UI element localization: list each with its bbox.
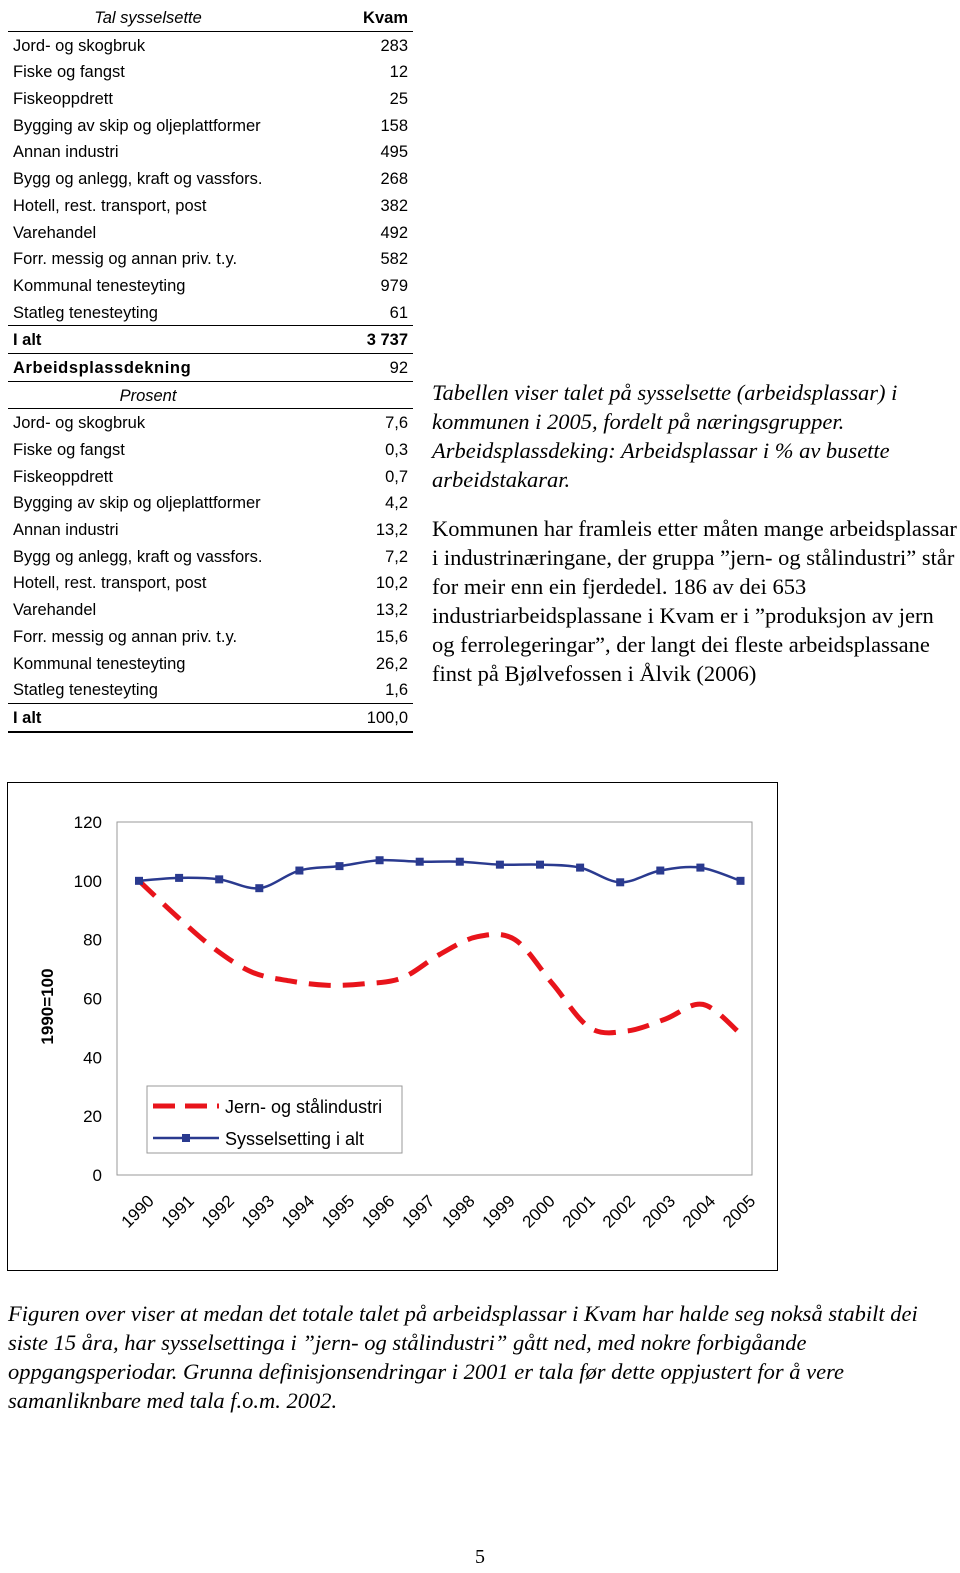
percent-total-value: 100,0 xyxy=(366,708,408,727)
row-value: 1,6 xyxy=(385,681,408,700)
table-row xyxy=(8,569,413,596)
row-label: Fiske og fangst xyxy=(13,441,125,459)
total-label: I alt xyxy=(13,331,42,350)
row-value: 15,6 xyxy=(375,627,408,646)
series-marker xyxy=(135,877,143,885)
series-marker xyxy=(696,864,704,872)
table-row xyxy=(8,245,413,272)
legend-label: Sysselsetting i alt xyxy=(225,1129,365,1149)
series-marker xyxy=(536,861,544,869)
table-row xyxy=(8,165,413,192)
x-tick-label: 2003 xyxy=(638,1191,680,1232)
employment-table xyxy=(8,4,413,733)
table-row xyxy=(8,32,413,59)
row-value: 10,2 xyxy=(375,574,408,593)
row-value: 61 xyxy=(389,303,408,322)
table-header-row xyxy=(8,4,413,32)
y-tick-label: 60 xyxy=(83,989,102,1009)
table-row xyxy=(8,409,413,436)
table-row xyxy=(8,299,413,326)
table-header-column: Kvam xyxy=(363,9,408,27)
row-value: 13,2 xyxy=(375,601,408,620)
table-row xyxy=(8,272,413,299)
table-row xyxy=(8,138,413,165)
y-axis-label: 1990=100 xyxy=(38,968,57,1045)
coverage-label: Arbeidsplassdekning xyxy=(13,358,192,377)
series-marker xyxy=(456,858,464,866)
table-total-row xyxy=(8,325,413,353)
series-marker xyxy=(616,878,624,886)
table-header-label: Tal sysselsette xyxy=(94,9,202,27)
series-marker xyxy=(175,874,183,882)
y-tick-label: 80 xyxy=(83,930,102,950)
x-tick-label: 2001 xyxy=(558,1191,599,1232)
table-row xyxy=(8,516,413,543)
row-value: 25 xyxy=(389,90,408,109)
table-row xyxy=(8,436,413,463)
x-tick-label: 1993 xyxy=(237,1191,279,1232)
table-row xyxy=(8,596,413,623)
page-number: 5 xyxy=(475,1546,485,1568)
table-row xyxy=(8,192,413,219)
x-tick-label: 1992 xyxy=(197,1191,239,1232)
y-tick-label: 120 xyxy=(73,813,102,832)
row-value: 26,2 xyxy=(375,654,408,673)
row-label: Annan industri xyxy=(13,521,119,540)
table-row xyxy=(8,58,413,85)
x-tick-label: 1996 xyxy=(358,1191,399,1232)
legend-label: Jern- og stålindustri xyxy=(225,1097,383,1117)
row-label: Fiske og fangst xyxy=(13,63,125,82)
series-marker xyxy=(576,864,584,872)
row-value: 158 xyxy=(380,116,408,135)
table-description: Tabellen viser talet på sysselsette (arbeidsplassar) i kommunen i 2005, fordelt på næringsgrupper. Arbeidsplassdeking: Arbeidsplassar i % av busette arbeidstakarar. xyxy=(432,380,898,492)
x-tick-label: 1997 xyxy=(398,1191,439,1232)
row-label: Bygg og anlegg, kraft og vassfors. xyxy=(13,547,263,566)
coverage-value: 92 xyxy=(389,358,408,377)
row-label: Hotell, rest. transport, post xyxy=(13,574,207,593)
table-row xyxy=(8,219,413,246)
figure-caption: Figuren over viser at medan det totale talet på arbeidsplassar i Kvam har halde seg nokså stabilt dei siste 15 åra, har sysselsettinga i ”jern- og stålindustri” gått ned, med nokre forbigåande oppgangsperiodar. Grunna definisjonsendringar i 2001 er tala før dette oppjustert for å vere samanliknbare med tala f.o.m. 2002. xyxy=(8,1301,918,1413)
x-tick-label: 2000 xyxy=(518,1191,559,1232)
row-label: Fiskeoppdrett xyxy=(13,90,113,109)
series-line-jern xyxy=(139,881,741,1034)
row-label: Hotell, rest. transport, post xyxy=(13,196,207,215)
percent-total-label: I alt xyxy=(13,708,42,727)
y-tick-label: 100 xyxy=(73,871,102,891)
y-tick-label: 0 xyxy=(92,1166,102,1185)
table-coverage-row xyxy=(8,353,413,381)
table-row xyxy=(8,85,413,112)
x-tick-label: 2005 xyxy=(719,1191,760,1232)
row-label: Jord- og skogbruk xyxy=(13,36,146,55)
row-label: Kommunal tenesteyting xyxy=(13,654,186,673)
percent-header-row xyxy=(8,381,413,410)
side-text xyxy=(432,378,957,688)
row-value: 382 xyxy=(380,196,408,215)
x-tick-label: 1998 xyxy=(438,1191,479,1232)
row-value: 268 xyxy=(380,170,408,189)
row-value: 283 xyxy=(380,36,408,55)
y-tick-label: 40 xyxy=(83,1048,102,1068)
row-value: 492 xyxy=(380,223,408,242)
series-marker xyxy=(215,875,223,883)
row-value: 582 xyxy=(380,250,408,269)
total-value: 3 737 xyxy=(366,331,408,350)
series-marker xyxy=(336,862,344,870)
y-tick-label: 20 xyxy=(83,1107,102,1127)
row-value: 979 xyxy=(380,276,408,295)
series-marker xyxy=(255,884,263,892)
row-value: 7,6 xyxy=(385,414,408,433)
row-label: Bygg og anlegg, kraft og vassfors. xyxy=(13,170,263,189)
table-row xyxy=(8,650,413,677)
table-percent-total-row xyxy=(8,703,413,733)
row-label: Statleg tenesteyting xyxy=(13,681,158,700)
row-value: 0,7 xyxy=(385,467,408,486)
table-row xyxy=(8,623,413,650)
row-label: Statleg tenesteyting xyxy=(13,303,158,322)
x-tick-label: 1991 xyxy=(157,1191,198,1232)
x-tick-label: 2004 xyxy=(679,1191,720,1232)
percent-header: Prosent xyxy=(119,386,177,405)
table-row xyxy=(8,543,413,570)
industry-paragraph: Kommunen har framleis etter måten mange arbeidsplassar i industrinæringane, der gruppa ”jern- og stålindustri” står for meir enn ein fjerdedel. 186 av dei 653 industriarbeidsplassane i Kvam er i ”produksjon av jern og ferrolegeringar”, der langt dei fleste arbeidsplassane finst på Bjølvefossen i Ålvik (2006) xyxy=(432,516,957,686)
series-marker xyxy=(656,867,664,875)
x-tick-label: 1990 xyxy=(117,1191,158,1232)
row-label: Forr. messig og annan priv. t.y. xyxy=(13,627,238,646)
x-tick-label: 2002 xyxy=(598,1191,640,1232)
row-label: Forr. messig og annan priv. t.y. xyxy=(13,250,238,269)
series-line-total xyxy=(139,860,741,888)
employment-line-chart xyxy=(7,782,778,1271)
legend-marker xyxy=(182,1134,190,1142)
row-label: Bygging av skip og oljeplattformer xyxy=(13,116,261,135)
row-value: 0,3 xyxy=(385,441,408,459)
row-value: 4,2 xyxy=(385,494,408,513)
series-marker xyxy=(416,858,424,866)
row-value: 13,2 xyxy=(375,521,408,540)
x-tick-label: 1994 xyxy=(278,1191,319,1232)
row-value: 12 xyxy=(389,63,408,82)
row-label: Jord- og skogbruk xyxy=(13,414,146,433)
row-value: 495 xyxy=(380,143,408,162)
series-marker xyxy=(376,856,384,864)
table-row xyxy=(8,463,413,490)
table-row xyxy=(8,489,413,516)
series-marker xyxy=(496,861,504,869)
row-label: Kommunal tenesteyting xyxy=(13,276,186,295)
x-tick-label: 1999 xyxy=(478,1191,519,1232)
row-label: Varehandel xyxy=(13,223,97,242)
series-marker xyxy=(295,867,303,875)
row-label: Varehandel xyxy=(13,601,97,620)
series-marker xyxy=(737,877,745,885)
row-label: Annan industri xyxy=(13,143,119,162)
row-label: Fiskeoppdrett xyxy=(13,467,113,486)
table-row xyxy=(8,676,413,703)
table-row xyxy=(8,112,413,139)
x-tick-label: 1995 xyxy=(318,1191,359,1232)
row-label: Bygging av skip og oljeplattformer xyxy=(13,494,261,513)
row-value: 7,2 xyxy=(385,547,408,566)
